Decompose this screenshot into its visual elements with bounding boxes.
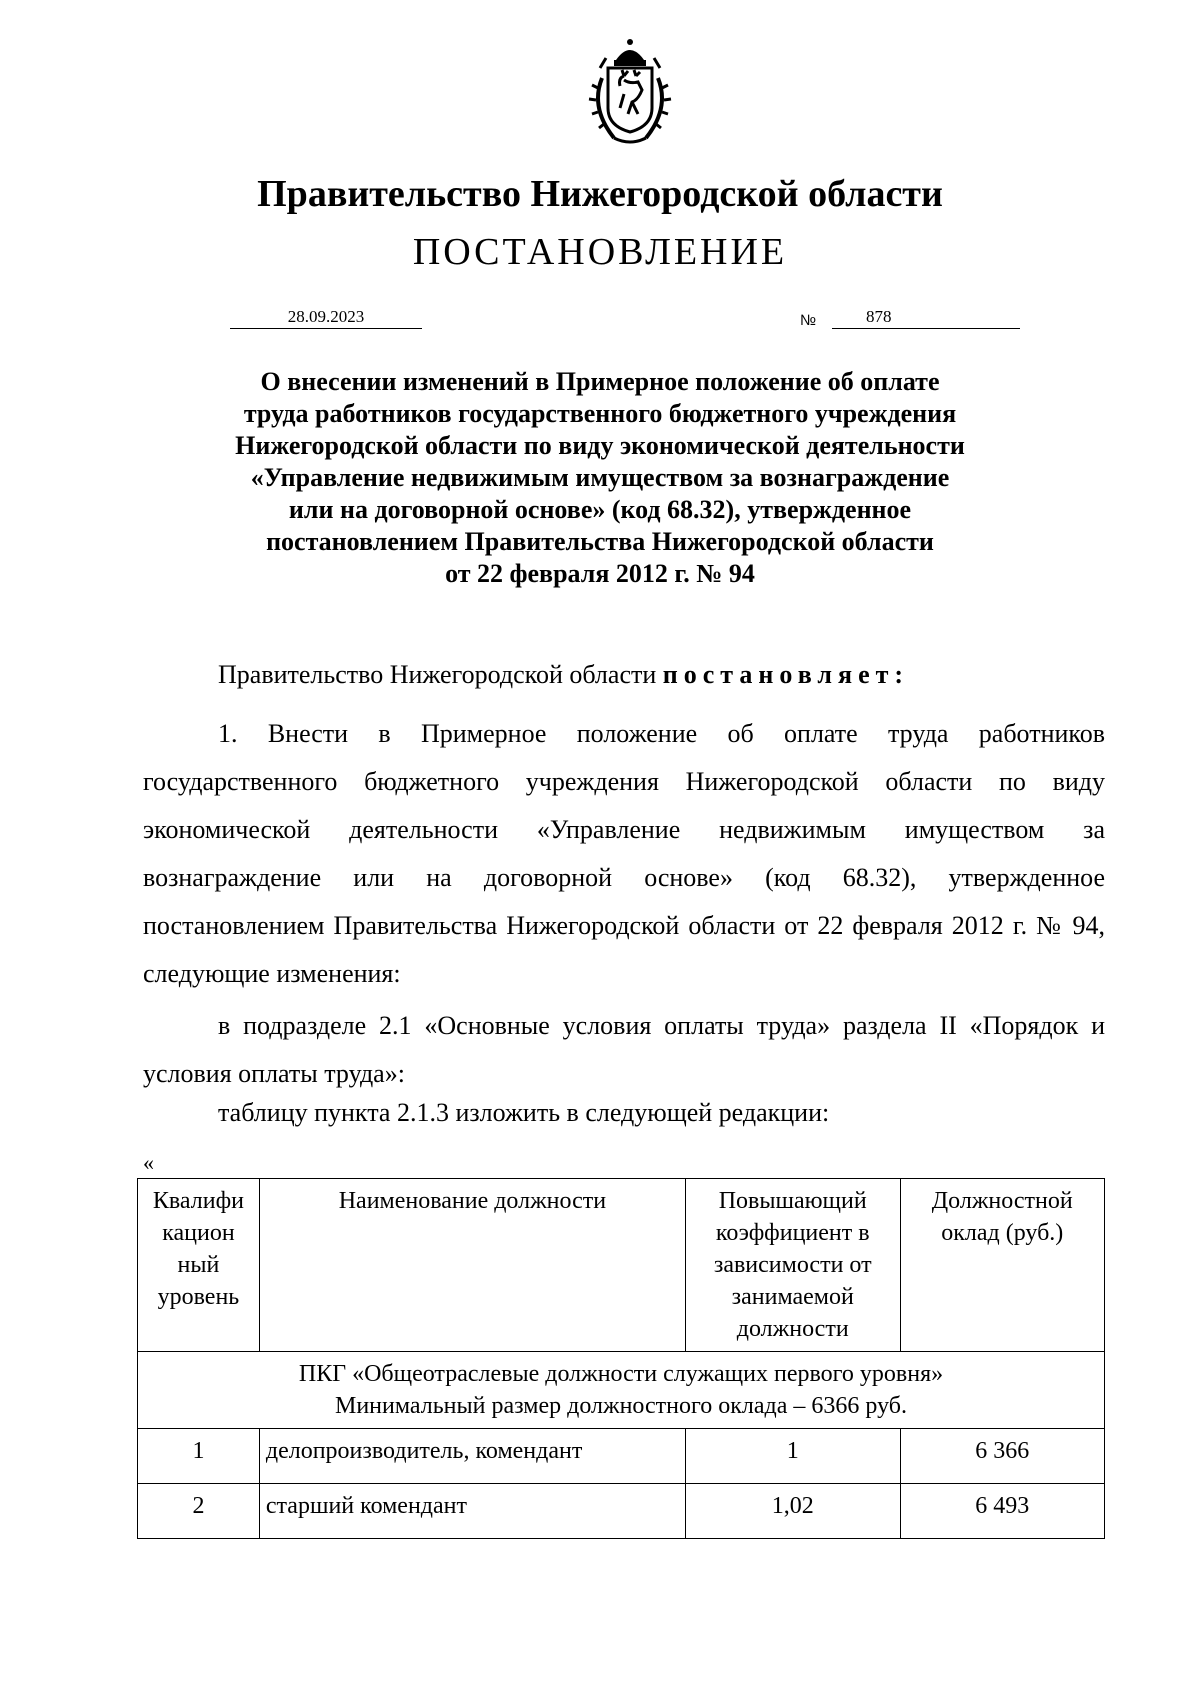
group-cell (138, 1352, 1105, 1429)
cell-level: 1 (138, 1429, 260, 1484)
table-row (138, 1484, 1105, 1539)
paragraph-1: 1. Внести в Примерное положение об оплате труда работников государственного бюджетного учреждения Нижегородской области по виду экономической деятельности «Управление недвижимым имуществом за вознаграждение или на договорной основе» (код 68.32), утвержденное постановлением Правительства Нижегородской области от 22 февраля 2012 г. № 94, следующие изменения: (143, 719, 1105, 988)
cell-coefficient: 1,02 (685, 1484, 900, 1539)
paragraph-2: в подразделе 2.1 «Основные условия оплаты труда» раздела II «Порядок и условия оплаты труда»: (143, 1011, 1105, 1088)
group-title: ПКГ «Общеотраслевые должности служащих первого уровня» (298, 1361, 944, 1387)
cell-salary: 6 366 (900, 1429, 1105, 1484)
group-row (138, 1352, 1105, 1429)
table-row (138, 1429, 1105, 1484)
subject-line: постановлением Правительства Нижегородской области (266, 527, 934, 556)
document-date: 28.09.2023 (230, 306, 422, 329)
header-level: Квалифи кацион ный уровень (138, 1179, 260, 1352)
decree-intro-paragraph (218, 660, 1118, 690)
group-subtitle: Минимальный размер должностного оклада – 6366 руб. (335, 1393, 907, 1419)
document-subject (160, 366, 1040, 590)
subject-line: или на договорной основе» (код 68.32), утвержденное (288, 495, 912, 524)
government-title: Правительство Нижегородской области (257, 173, 943, 215)
header-position: Наименование должности (259, 1179, 685, 1352)
cell-coefficient: 1 (685, 1429, 900, 1484)
subject-line: труда работников государственного бюджетного учреждения (243, 399, 957, 428)
quote-open-mark: « (143, 1150, 154, 1175)
document-number: 878 (832, 306, 1020, 329)
paragraph-3: таблицу пункта 2.1.3 изложить в следующей редакции: (218, 1098, 830, 1127)
cell-level: 2 (138, 1484, 260, 1539)
subject-line: О внесении изменений в Примерное положение об оплате (260, 367, 940, 396)
subject-line: от 22 февраля 2012 г. № 94 (445, 559, 755, 588)
header-salary: Должностной оклад (руб.) (900, 1179, 1105, 1352)
header-coefficient: Повышающий коэффициент в зависимости от занимаемой должности (685, 1179, 900, 1352)
subject-line: «Управление недвижимым имуществом за вознаграждение (250, 463, 950, 492)
cell-position: старший комендант (259, 1484, 685, 1539)
cell-salary: 6 493 (900, 1484, 1105, 1539)
salary-table (137, 1178, 1105, 1539)
number-sign: № (800, 312, 817, 329)
decree-word: постановляет: (662, 660, 910, 689)
document-type: ПОСТАНОВЛЕНИЕ (412, 231, 788, 273)
subject-line: Нижегородской области по виду экономической деятельности (235, 431, 965, 460)
coat-of-arms-icon (580, 38, 680, 150)
decree-intro: Правительство Нижегородской области (218, 660, 657, 689)
cell-position: делопроизводитель, комендант (259, 1429, 685, 1484)
table-header-row (138, 1179, 1105, 1352)
